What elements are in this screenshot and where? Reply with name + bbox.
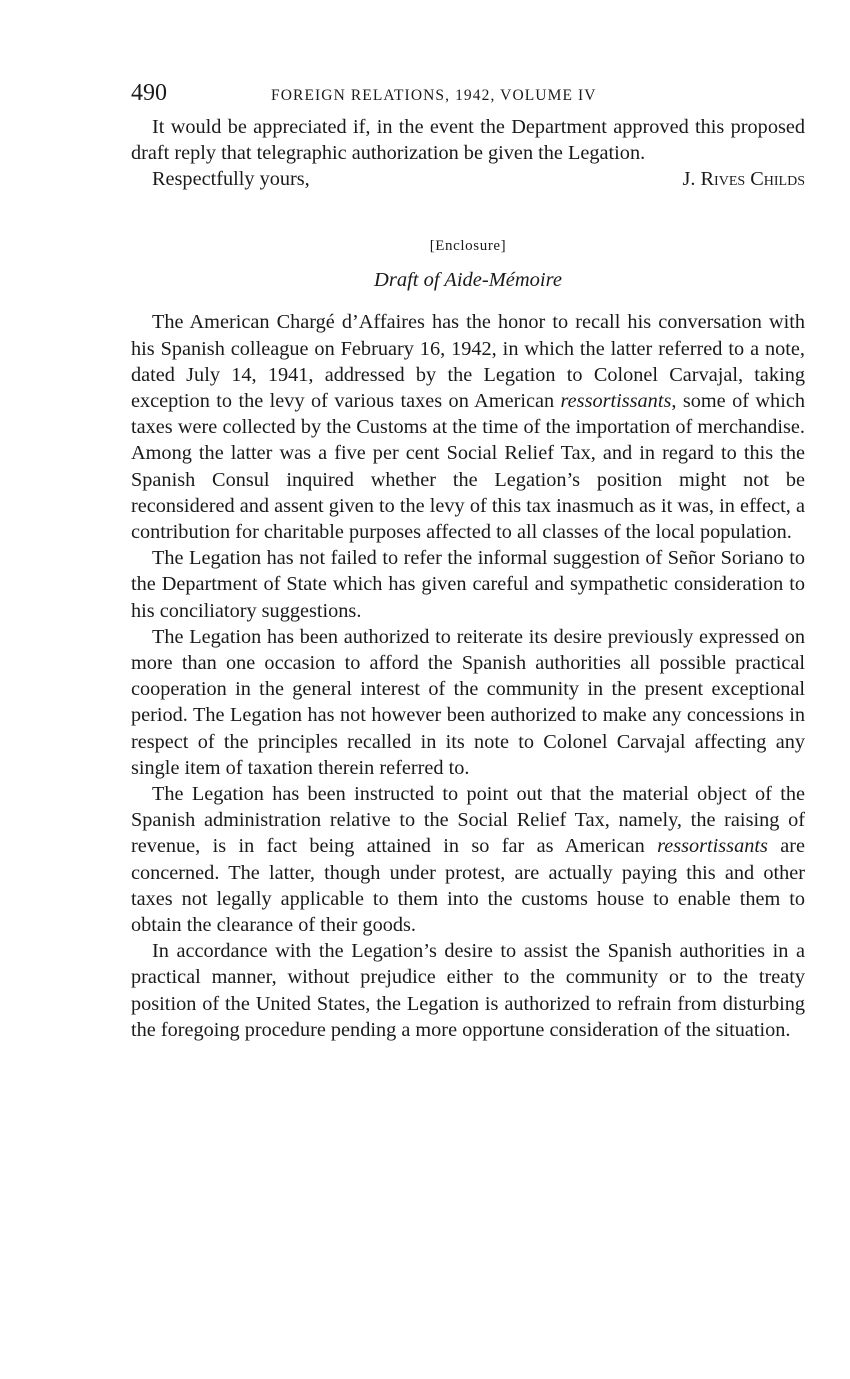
paragraph-2: The Legation has not failed to refer the informal suggestion of Señor Soriano to the Department of State which has given careful and sympathetic consideration to his conciliatory suggestions. [131,547,805,622]
paragraph-1-text-a: The American Chargé d’Affaires has the honor to recall his conversation with his Spanish colleague on February 16, 1942, in which the latter referred to a note, dated July 14, 1941, addressed by the Legation to Colonel Carvajal, taking exception to the levy of various taxes on American [131,311,805,413]
enclosure-label: [Enclosure] [429,238,507,255]
aide-memoire-body [131,309,805,1043]
document-page [131,80,805,1043]
page-number: 490 [131,80,167,106]
enclosure-title: Draft of Aide-Mémoire [374,269,562,292]
signature: J. Rives Childs [682,168,805,191]
paragraph-4-italic-term: ressortissants [657,835,768,858]
paragraph-4 [131,781,805,938]
complimentary-close: Respectfully yours, [152,168,310,191]
paragraph-4-text-b: are concerned. The latter, though under protest, are actually paying this and other taxes not legally applicable to them into the customs house to enable them to obtain the clearance of their goods. [131,835,805,937]
running-head [131,80,805,114]
paragraph-5: In accordance with the Legation’s desire to assist the Spanish authorities in a practical manner, without prejudice either to the community or to the treaty position of the United States, the Legation is authorized to refrain from disturbing the foregoing procedure pending a more opportune consideration of the situation. [131,940,805,1041]
paragraph-1 [131,309,805,545]
paragraph-3: The Legation has been authorized to reiterate its desire previously expressed on more than one occasion to afford the Spanish authorities all possible practical cooperation in the general interest of the community in the present exceptional period. The Legation has not however been authorized to make any concessions in respect of the principles recalled in its note to Colonel Carvajal affecting any single item of taxation therein referred to. [131,625,805,779]
paragraph-1-text-b: , some of which taxes were collected by the Customs at the time of the importation of merchandise. Among the latter was a five per cent Social Relief Tax, and in regard to this the Spanish Consul inquired whether the Legation’s position might not be reconsidered and assent given to the levy of this tax inasmuch as it was, in effect, a contribution for charitable purposes affected to all classes of the local population. [131,390,805,544]
running-head-title: FOREIGN RELATIONS, 1942, VOLUME IV [271,87,597,104]
paragraph-4-text-a: The Legation has been instructed to point out that the material object of the Spanish administration relative to the Social Relief Tax, namely, the raising of revenue, is in fact being attained in so far as American [131,783,805,858]
letter-body [131,114,805,166]
letter-closing [131,166,805,194]
paragraph-1-italic-term: ressortissants [560,390,672,413]
letter-closing-paragraph: It would be appreciated if, in the event the Department approved this proposed draft reply that telegraphic authorization be given the Legation. [131,116,805,165]
